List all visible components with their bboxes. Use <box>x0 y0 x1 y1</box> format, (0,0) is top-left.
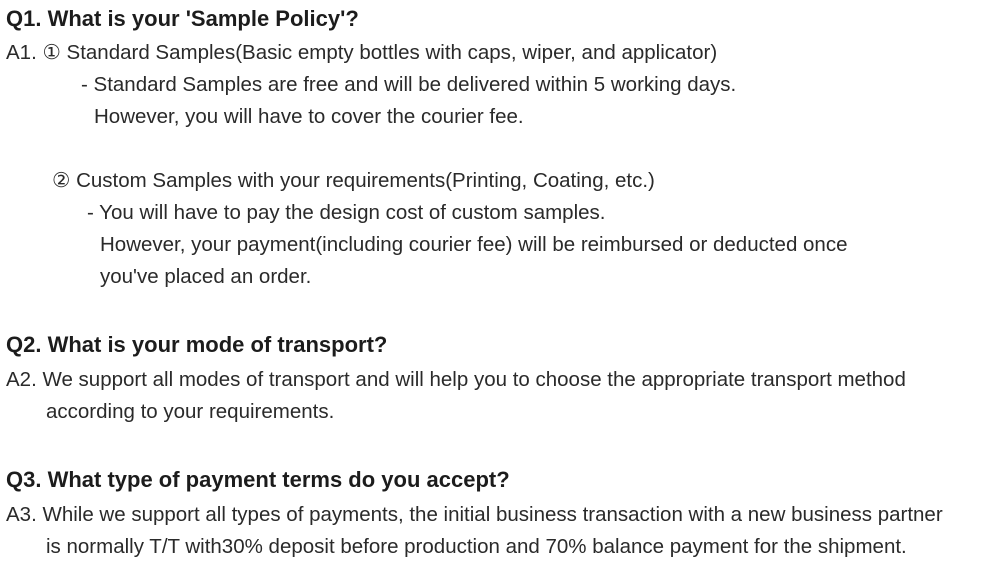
answer-1-line-1: A1. ① Standard Samples(Basic empty bottles with caps, wiper, and applicator) <box>6 41 718 64</box>
question-3: Q3. What type of payment terms do you accept? <box>6 467 510 492</box>
answer-1-line-5: - You will have to pay the design cost of custom samples. <box>87 201 606 224</box>
answer-1-line-6: However, your payment(including courier fee) will be reimbursed or deducted once <box>100 233 848 256</box>
answer-1-line-7: you've placed an order. <box>100 265 312 288</box>
answer-2-line-1: A2. We support all modes of transport and will help you to choose the appropriate transport method <box>6 368 906 391</box>
question-2: Q2. What is your mode of transport? <box>6 332 388 357</box>
answer-1-line-4: ② Custom Samples with your requirements(Printing, Coating, etc.) <box>52 169 655 192</box>
answer-3-line-1: A3. While we support all types of payments, the initial business transaction with a new business partner <box>6 503 943 526</box>
answer-3-line-2: is normally T/T with30% deposit before production and 70% balance payment for the shipment. <box>46 535 907 558</box>
question-1: Q1. What is your 'Sample Policy'? <box>6 6 359 31</box>
answer-1-line-2: - Standard Samples are free and will be delivered within 5 working days. <box>81 73 737 96</box>
answer-2-line-2: according to your requirements. <box>46 400 335 423</box>
answer-1-line-3: However, you will have to cover the courier fee. <box>94 105 524 128</box>
